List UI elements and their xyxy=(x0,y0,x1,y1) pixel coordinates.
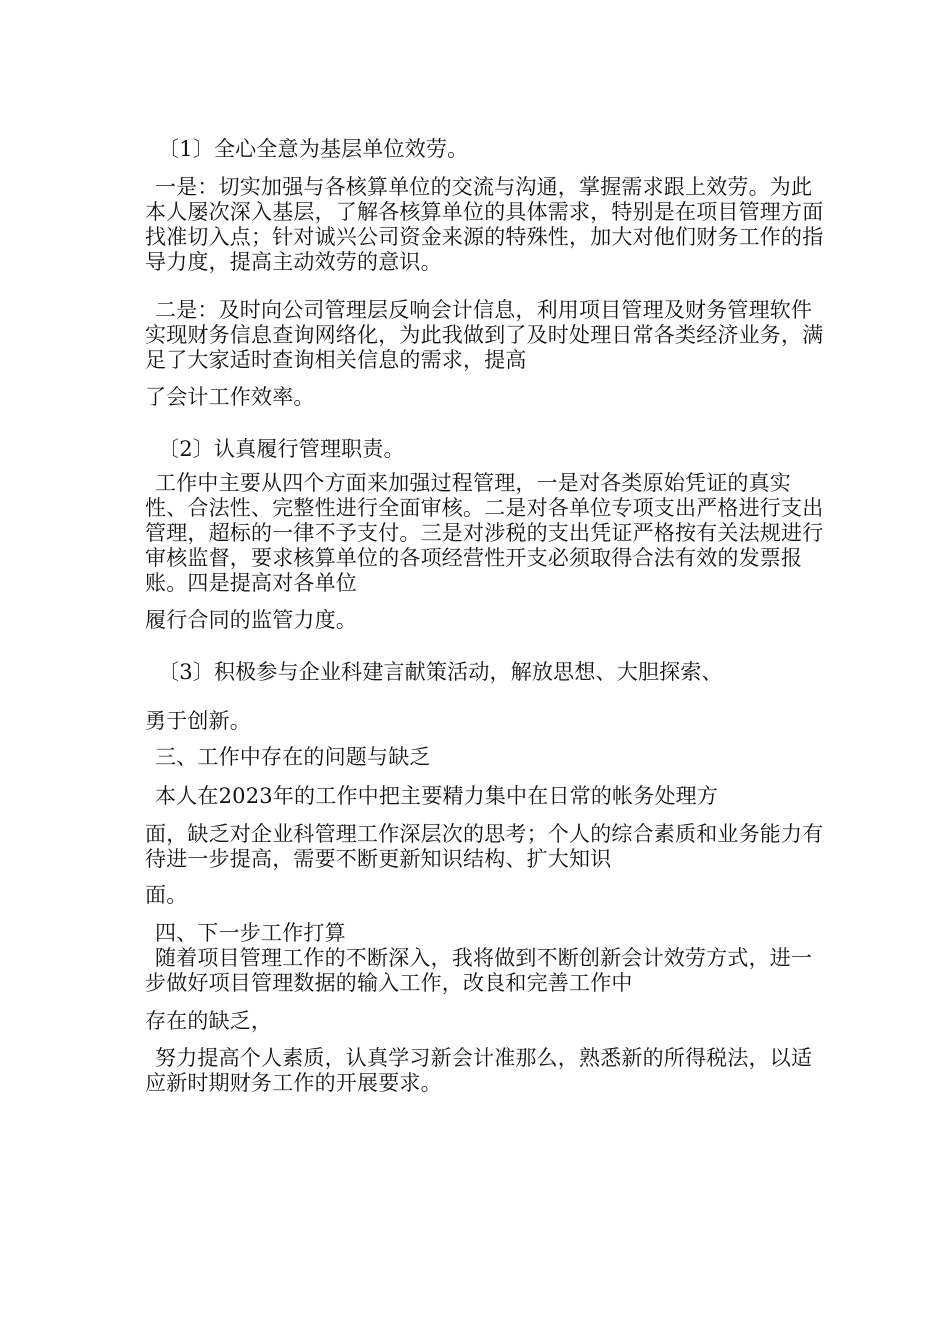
section-heading-3: 〔3〕积极参与企业科建言献策活动，解放思想、大胆探索、 xyxy=(158,660,723,684)
paragraph-problems-start: 本人在2023年的工作中把主要精力集中在日常的帐务处理方 xyxy=(155,784,719,808)
paragraph-problems: 面，缺乏对企业科管理工作深层次的思考；个人的综合素质和业务能力有待进一步提高，需要不断更新知识结构、扩大知识 xyxy=(145,822,824,871)
paragraph-first-point: 一是：切实加强与各核算单位的交流与沟通，掌握需求跟上效劳。为此本人屡次深入基层，了解各核算单位的具体需求，特别是在项目管理方面找准切入点；针对诚兴公司资金来源的特殊性，加大对他们财务工作的指导力度，提高主动效劳的意识。 xyxy=(145,175,824,274)
paragraph-next-steps-end: 存在的缺乏， xyxy=(145,1009,273,1033)
section-heading-2: 〔2〕认真履行管理职责。 xyxy=(158,437,405,461)
paragraph-second-point-end: 了会计工作效率。 xyxy=(145,385,315,409)
paragraph-self-improvement: 努力提高个人素质，认真学习新会计准那么，熟悉新的所得税法，以适应新时期财务工作的开展要求。 xyxy=(145,1046,813,1095)
section-heading-next-steps: 四、下一步工作打算 xyxy=(155,921,346,945)
paragraph-problems-end: 面。 xyxy=(145,883,188,907)
section-heading-3-end: 勇于创新。 xyxy=(145,709,251,733)
paragraph-second-point: 二是：及时向公司管理层反响会计信息，利用项目管理及财务管理软件实现财务信息查询网络化，为此我做到了及时处理日常各类经济业务，满足了大家适时查询相关信息的需求，提高 xyxy=(145,298,824,372)
paragraph-process-management: 工作中主要从四个方面来加强过程管理，一是对各类原始凭证的真实性、合法性、完整性进行全面审核。二是对各单位专项支出严格进行支出管理，超标的一律不予支付。三是对涉税的支出凭证严格按有关法规进行审核监督，要求核算单位的各项经营性开支必须取得合法有效的发票报账。四是提高对各单位 xyxy=(145,471,824,595)
section-heading-1: 〔1〕全心全意为基层单位效劳。 xyxy=(158,137,469,161)
paragraph-process-management-end: 履行合同的监管力度。 xyxy=(145,608,357,632)
section-heading-problems: 三、工作中存在的问题与缺乏 xyxy=(155,745,431,769)
paragraph-next-steps: 随着项目管理工作的不断深入，我将做到不断创新会计效劳方式，进一步做好项目管理数据的输入工作，改良和完善工作中 xyxy=(145,946,813,995)
